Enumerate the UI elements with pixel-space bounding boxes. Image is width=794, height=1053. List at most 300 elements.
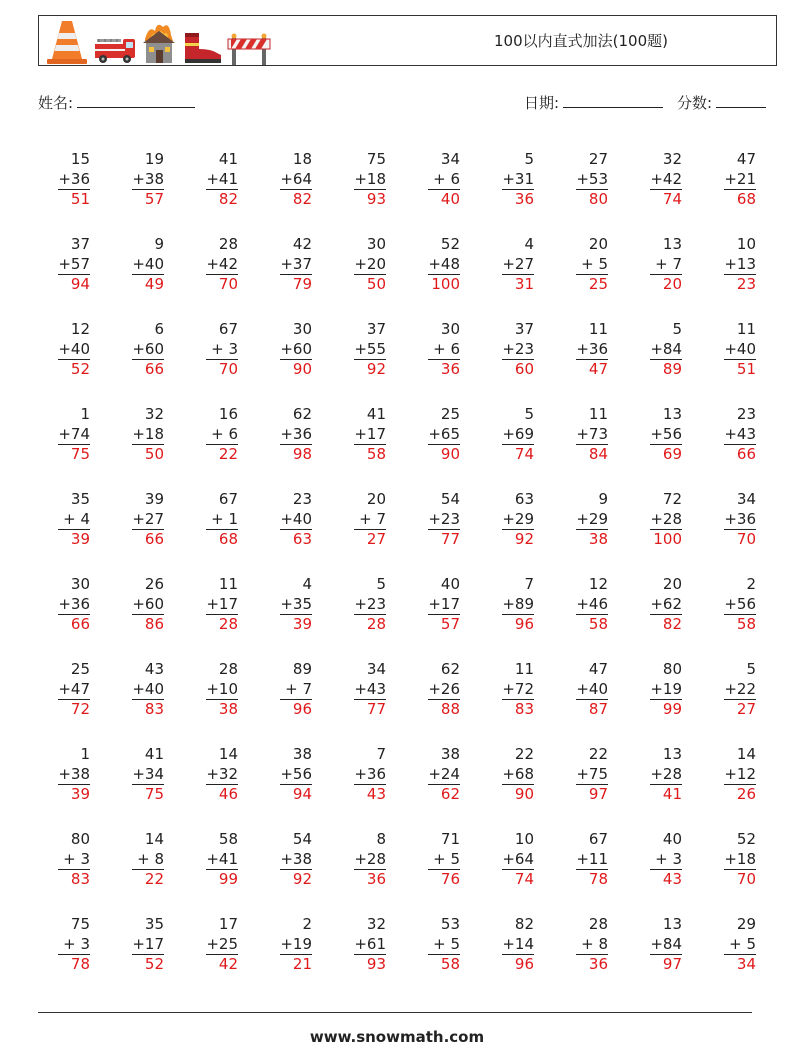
addend-top: 13	[662, 915, 682, 933]
addend-bottom: +36	[724, 510, 756, 528]
answer: 51	[736, 360, 756, 378]
answer: 74	[662, 190, 682, 208]
addition-problem	[632, 234, 682, 294]
addition-problem	[484, 489, 534, 549]
addend-top: 23	[292, 490, 312, 508]
addition-problem	[114, 319, 164, 379]
addend-top: 82	[514, 915, 534, 933]
answer: 40	[440, 190, 460, 208]
addition-problem	[706, 404, 756, 464]
addend-bottom: +29	[576, 510, 608, 528]
addend-bottom: +89	[502, 595, 534, 613]
answer: 83	[70, 870, 90, 888]
addend-bottom: +55	[354, 340, 386, 358]
addend-bottom: +23	[502, 340, 534, 358]
addend-bottom: +26	[428, 680, 460, 698]
addend-top: 40	[440, 575, 460, 593]
addend-top: 63	[514, 490, 534, 508]
addition-problem	[114, 744, 164, 804]
addend-top: 89	[292, 660, 312, 678]
addition-problem	[336, 489, 386, 549]
addend-bottom: +56	[280, 765, 312, 783]
answer: 39	[70, 785, 90, 803]
fire-truck-icon	[93, 35, 137, 65]
addend-top: 18	[292, 150, 312, 168]
answer: 100	[431, 275, 460, 293]
answer: 90	[292, 360, 312, 378]
addend-bottom: +72	[502, 680, 534, 698]
addend-bottom: +62	[650, 595, 682, 613]
addend-top: 35	[144, 915, 164, 933]
answer: 70	[736, 530, 756, 548]
addition-problem	[40, 404, 90, 464]
addend-top: 38	[292, 745, 312, 763]
answer: 51	[70, 190, 90, 208]
addition-problem	[484, 234, 534, 294]
addition-problem	[336, 149, 386, 209]
addition-problem	[632, 404, 682, 464]
answer: 58	[366, 445, 386, 463]
answer: 84	[588, 445, 608, 463]
addition-problem	[40, 744, 90, 804]
answer: 89	[662, 360, 682, 378]
addend-top: 75	[366, 150, 386, 168]
addend-bottom: +29	[502, 510, 534, 528]
answer: 66	[144, 360, 164, 378]
addend-top: 41	[144, 745, 164, 763]
answer: 39	[70, 530, 90, 548]
addend-bottom: +24	[428, 765, 460, 783]
addend-bottom: +17	[428, 595, 460, 613]
answer: 99	[662, 700, 682, 718]
addend-top: 7	[524, 575, 534, 593]
addition-problem	[484, 744, 534, 804]
answer: 28	[366, 615, 386, 633]
addend-top: 5	[746, 660, 756, 678]
answer: 25	[588, 275, 608, 293]
addend-top: 62	[440, 660, 460, 678]
addend-bottom: +64	[502, 850, 534, 868]
answer: 70	[218, 275, 238, 293]
addend-bottom: + 3	[63, 850, 90, 868]
answer: 58	[588, 615, 608, 633]
addend-top: 52	[440, 235, 460, 253]
addend-top: 11	[218, 575, 238, 593]
addend-bottom: + 5	[581, 255, 608, 273]
addition-problem	[262, 404, 312, 464]
addition-problem	[410, 829, 460, 889]
addend-bottom: +41	[206, 170, 238, 188]
addition-problem	[336, 234, 386, 294]
addition-problem	[40, 319, 90, 379]
addend-top: 13	[662, 405, 682, 423]
name-blank[interactable]	[77, 93, 195, 108]
addend-bottom: +40	[280, 510, 312, 528]
answer: 27	[736, 700, 756, 718]
addend-top: 14	[144, 830, 164, 848]
addend-top: 11	[588, 320, 608, 338]
addition-problem	[336, 829, 386, 889]
addend-bottom: +43	[354, 680, 386, 698]
addend-top: 20	[588, 235, 608, 253]
answer: 86	[144, 615, 164, 633]
addition-problem	[262, 659, 312, 719]
addend-top: 53	[440, 915, 460, 933]
addition-problem	[410, 234, 460, 294]
addition-problem	[632, 829, 682, 889]
addend-bottom: +28	[650, 765, 682, 783]
addition-problem	[632, 489, 682, 549]
addend-bottom: +40	[576, 680, 608, 698]
addition-problem	[410, 574, 460, 634]
answer: 58	[440, 955, 460, 973]
answer: 99	[218, 870, 238, 888]
addend-bottom: +36	[280, 425, 312, 443]
answer: 66	[736, 445, 756, 463]
addend-top: 67	[218, 320, 238, 338]
addend-bottom: +56	[724, 595, 756, 613]
addend-top: 37	[366, 320, 386, 338]
answer: 87	[588, 700, 608, 718]
addend-top: 30	[70, 575, 90, 593]
answer: 57	[144, 190, 164, 208]
answer: 78	[70, 955, 90, 973]
addend-bottom: + 5	[433, 850, 460, 868]
addend-top: 1	[80, 405, 90, 423]
addend-top: 29	[736, 915, 756, 933]
answer: 92	[292, 870, 312, 888]
addend-bottom: + 5	[729, 935, 756, 953]
addend-bottom: + 8	[581, 935, 608, 953]
addend-bottom: + 5	[433, 935, 460, 953]
addition-problem	[114, 659, 164, 719]
addend-top: 8	[376, 830, 386, 848]
addend-top: 54	[292, 830, 312, 848]
answer: 90	[514, 785, 534, 803]
addend-bottom: + 7	[655, 255, 682, 273]
addition-problem	[188, 234, 238, 294]
addition-problem	[410, 149, 460, 209]
addend-bottom: +40	[724, 340, 756, 358]
addend-top: 34	[736, 490, 756, 508]
addend-top: 22	[588, 745, 608, 763]
addend-top: 25	[70, 660, 90, 678]
addend-bottom: + 4	[63, 510, 90, 528]
addend-bottom: +61	[354, 935, 386, 953]
addition-problem	[706, 914, 756, 974]
addend-top: 34	[366, 660, 386, 678]
addend-top: 37	[70, 235, 90, 253]
answer: 72	[70, 700, 90, 718]
addend-bottom: +28	[354, 850, 386, 868]
addition-problem	[558, 234, 608, 294]
answer: 74	[514, 445, 534, 463]
addend-bottom: + 3	[211, 340, 238, 358]
addend-bottom: +27	[502, 255, 534, 273]
header-icons	[45, 19, 271, 65]
addition-problem	[410, 659, 460, 719]
addend-top: 25	[440, 405, 460, 423]
addition-problem	[706, 659, 756, 719]
addend-bottom: +60	[280, 340, 312, 358]
answer: 36	[366, 870, 386, 888]
addition-problem	[262, 319, 312, 379]
addend-top: 39	[144, 490, 164, 508]
answer: 50	[366, 275, 386, 293]
addend-top: 41	[366, 405, 386, 423]
addend-bottom: +56	[650, 425, 682, 443]
addend-top: 30	[440, 320, 460, 338]
answer: 34	[736, 955, 756, 973]
addend-bottom: +38	[58, 765, 90, 783]
addition-problem	[114, 829, 164, 889]
addend-bottom: + 1	[211, 510, 238, 528]
answer: 38	[588, 530, 608, 548]
addition-problem	[188, 829, 238, 889]
addend-top: 22	[514, 745, 534, 763]
addend-top: 54	[440, 490, 460, 508]
addend-bottom: +40	[132, 255, 164, 273]
addend-bottom: +36	[576, 340, 608, 358]
answer: 82	[662, 615, 682, 633]
addend-bottom: +38	[280, 850, 312, 868]
addend-bottom: + 8	[137, 850, 164, 868]
addend-top: 14	[736, 745, 756, 763]
addition-problem	[706, 149, 756, 209]
addition-problem	[336, 914, 386, 974]
answer: 43	[366, 785, 386, 803]
addend-bottom: +23	[354, 595, 386, 613]
addend-top: 27	[588, 150, 608, 168]
answer: 83	[514, 700, 534, 718]
footer-site: www.snowmath.com	[309, 1028, 485, 1046]
addition-problem	[188, 744, 238, 804]
addend-bottom: +42	[206, 255, 238, 273]
answer: 96	[514, 615, 534, 633]
addend-bottom: +46	[576, 595, 608, 613]
addition-problem	[262, 914, 312, 974]
addend-bottom: + 6	[433, 340, 460, 358]
addend-top: 26	[144, 575, 164, 593]
answer: 74	[514, 870, 534, 888]
addend-bottom: +60	[132, 340, 164, 358]
addend-top: 38	[440, 745, 460, 763]
answer: 36	[440, 360, 460, 378]
footer-divider	[38, 1012, 752, 1013]
addend-bottom: +68	[502, 765, 534, 783]
addend-top: 34	[440, 150, 460, 168]
addend-bottom: + 7	[285, 680, 312, 698]
addend-top: 67	[588, 830, 608, 848]
answer: 76	[440, 870, 460, 888]
addend-top: 47	[736, 150, 756, 168]
answer: 94	[292, 785, 312, 803]
addition-problem	[706, 234, 756, 294]
addend-bottom: +20	[354, 255, 386, 273]
addend-bottom: +19	[280, 935, 312, 953]
addition-problem	[706, 829, 756, 889]
addition-problem	[706, 489, 756, 549]
addition-problem	[262, 744, 312, 804]
answer: 77	[366, 700, 386, 718]
addend-bottom: +36	[354, 765, 386, 783]
addend-top: 7	[376, 745, 386, 763]
answer: 77	[440, 530, 460, 548]
addend-bottom: +34	[132, 765, 164, 783]
addition-problem	[336, 404, 386, 464]
answer: 22	[218, 445, 238, 463]
answer: 66	[144, 530, 164, 548]
date-blank[interactable]	[563, 93, 663, 108]
addend-bottom: +43	[724, 425, 756, 443]
addition-problem	[558, 914, 608, 974]
answer: 52	[144, 955, 164, 973]
addend-top: 12	[70, 320, 90, 338]
addend-top: 10	[736, 235, 756, 253]
addend-top: 43	[144, 660, 164, 678]
answer: 36	[514, 190, 534, 208]
answer: 42	[218, 955, 238, 973]
answer: 41	[662, 785, 682, 803]
answer: 92	[366, 360, 386, 378]
addend-bottom: +75	[576, 765, 608, 783]
score-blank[interactable]	[716, 93, 766, 108]
addend-bottom: +18	[132, 425, 164, 443]
answer: 100	[653, 530, 682, 548]
addend-bottom: + 3	[655, 850, 682, 868]
addend-bottom: +31	[502, 170, 534, 188]
header-box	[38, 15, 777, 66]
addend-top: 12	[588, 575, 608, 593]
date-field	[524, 92, 663, 113]
addition-problem	[558, 574, 608, 634]
addition-problem	[558, 829, 608, 889]
answer: 75	[144, 785, 164, 803]
addend-bottom: +42	[650, 170, 682, 188]
addition-problem	[706, 574, 756, 634]
answer: 75	[70, 445, 90, 463]
addend-bottom: + 6	[433, 170, 460, 188]
addition-problem	[262, 149, 312, 209]
answer: 50	[144, 445, 164, 463]
addend-top: 32	[366, 915, 386, 933]
answer: 83	[144, 700, 164, 718]
addend-top: 6	[154, 320, 164, 338]
addition-problem	[114, 914, 164, 974]
addend-bottom: +22	[724, 680, 756, 698]
name-field	[38, 92, 195, 113]
addend-top: 71	[440, 830, 460, 848]
addition-problem	[410, 914, 460, 974]
addition-problem	[40, 829, 90, 889]
score-field	[677, 92, 766, 113]
addition-problem	[114, 574, 164, 634]
addend-top: 80	[70, 830, 90, 848]
answer: 66	[70, 615, 90, 633]
addend-top: 11	[514, 660, 534, 678]
fire-boot-icon	[181, 31, 223, 65]
addition-problem	[336, 574, 386, 634]
answer: 22	[144, 870, 164, 888]
addition-problem	[558, 489, 608, 549]
addition-problem	[410, 404, 460, 464]
score-label: 分数:	[677, 94, 713, 112]
addition-problem	[632, 319, 682, 379]
answer: 78	[588, 870, 608, 888]
addition-problem	[558, 744, 608, 804]
addend-top: 20	[366, 490, 386, 508]
addend-bottom: + 6	[211, 425, 238, 443]
traffic-cone-icon	[45, 19, 89, 65]
answer: 21	[292, 955, 312, 973]
addend-top: 28	[588, 915, 608, 933]
addition-problem	[706, 744, 756, 804]
addend-bottom: +73	[576, 425, 608, 443]
addition-problem	[40, 234, 90, 294]
addition-problem	[114, 149, 164, 209]
addend-bottom: +36	[58, 595, 90, 613]
addition-problem	[188, 149, 238, 209]
addend-top: 41	[218, 150, 238, 168]
addend-top: 72	[662, 490, 682, 508]
addend-bottom: +48	[428, 255, 460, 273]
addition-problem	[410, 744, 460, 804]
addend-bottom: +13	[724, 255, 756, 273]
addend-top: 15	[70, 150, 90, 168]
addend-bottom: +35	[280, 595, 312, 613]
addend-bottom: +21	[724, 170, 756, 188]
answer: 31	[514, 275, 534, 293]
answer: 93	[366, 190, 386, 208]
addend-bottom: +47	[58, 680, 90, 698]
addend-top: 17	[218, 915, 238, 933]
addend-bottom: +69	[502, 425, 534, 443]
addition-problem	[188, 914, 238, 974]
addition-problem	[188, 319, 238, 379]
answer: 79	[292, 275, 312, 293]
addition-problem	[558, 659, 608, 719]
addend-top: 67	[218, 490, 238, 508]
addend-top: 13	[662, 745, 682, 763]
addition-problem	[484, 659, 534, 719]
answer: 92	[514, 530, 534, 548]
addend-bottom: +28	[650, 510, 682, 528]
addend-bottom: +60	[132, 595, 164, 613]
addition-problem	[188, 574, 238, 634]
answer: 28	[218, 615, 238, 633]
answer: 98	[292, 445, 312, 463]
addend-bottom: +53	[576, 170, 608, 188]
addition-problem	[558, 404, 608, 464]
addend-top: 5	[376, 575, 386, 593]
addition-problem	[632, 149, 682, 209]
addend-top: 9	[154, 235, 164, 253]
addend-bottom: +23	[428, 510, 460, 528]
addend-top: 28	[218, 660, 238, 678]
addend-top: 23	[736, 405, 756, 423]
addition-problem	[262, 574, 312, 634]
addend-top: 20	[662, 575, 682, 593]
addition-problem	[40, 914, 90, 974]
addend-top: 37	[514, 320, 534, 338]
addend-bottom: + 7	[359, 510, 386, 528]
worksheet-title: 100以内直式加法(100题)	[494, 32, 668, 50]
addition-problem	[632, 659, 682, 719]
answer: 88	[440, 700, 460, 718]
addend-top: 2	[746, 575, 756, 593]
answer: 27	[366, 530, 386, 548]
addend-top: 32	[662, 150, 682, 168]
